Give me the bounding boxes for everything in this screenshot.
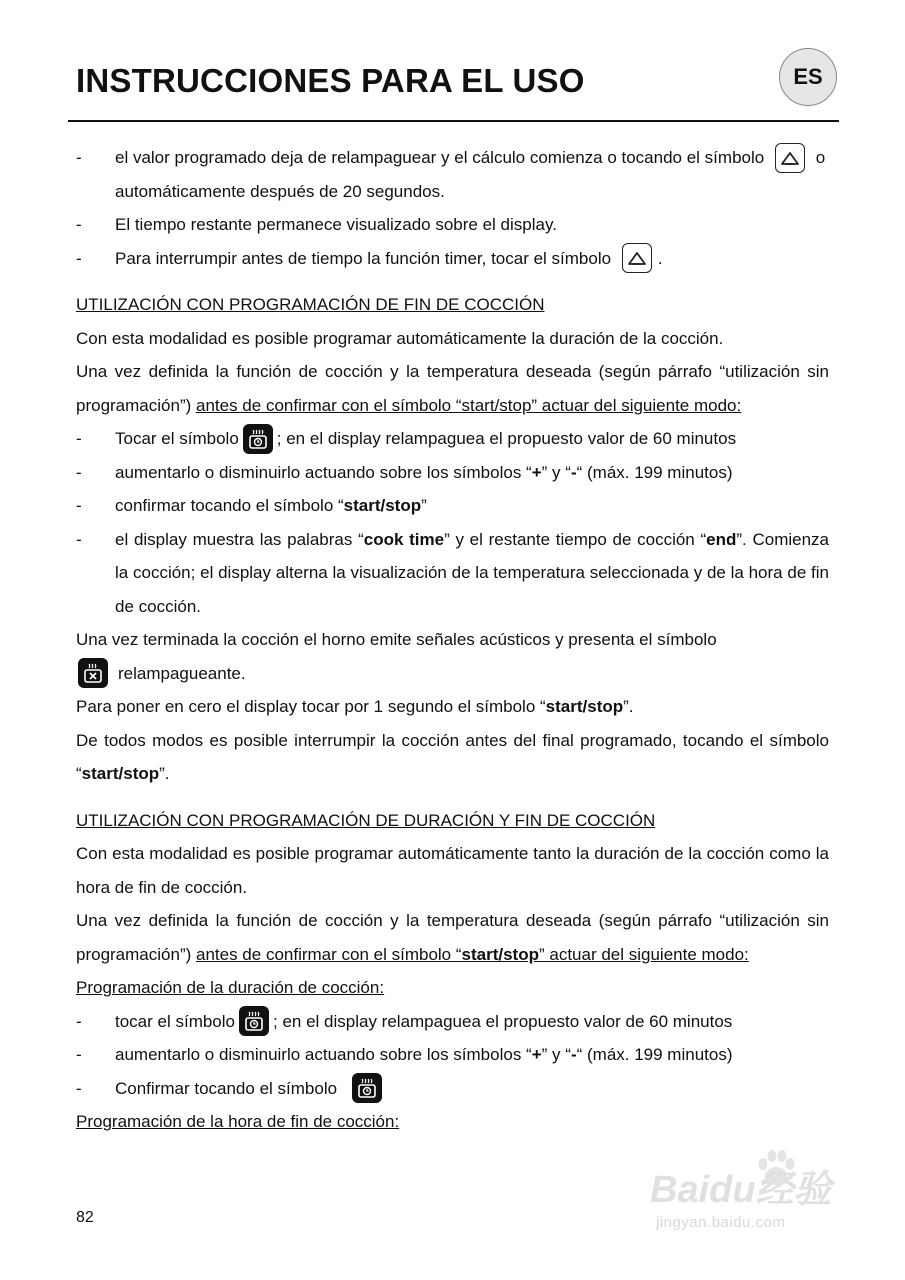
paragraph bbox=[76, 724, 829, 791]
list-item-text: “ (máx. 199 minutos) bbox=[576, 1045, 733, 1064]
list-item-text: ” y “ bbox=[541, 462, 571, 482]
list-item-text: el display muestra las palabras “ bbox=[115, 529, 364, 549]
bell-outline-icon bbox=[622, 243, 652, 273]
cooking-duration-icon bbox=[239, 1006, 269, 1036]
list-item-text: Confirmar tocando el símbolo bbox=[115, 1078, 338, 1098]
list-dash: - bbox=[76, 1045, 82, 1064]
watermark bbox=[640, 1150, 860, 1250]
section-heading: UTILIZACIÓN CON PROGRAMACIÓN DE DURACIÓN Y FIN DE COCCIÓN bbox=[76, 810, 656, 830]
list-dash: - bbox=[76, 429, 82, 448]
list-dash: - bbox=[76, 248, 82, 268]
list-item-text: ” y “ bbox=[541, 1045, 571, 1064]
paragraph-text: relampagueante. bbox=[118, 663, 246, 683]
list-item-text: aumentarlo o disminuirlo actuando sobre los símbolos “ bbox=[115, 462, 532, 482]
list-item-text: “ (máx. 199 minutos) bbox=[576, 462, 733, 482]
bold-term: cook time bbox=[363, 529, 445, 549]
paragraph: Con esta modalidad es posible programar automáticamente tanto la duración de la cocción como la hora de fin de cocción. bbox=[76, 844, 829, 897]
paragraph-text: ”. bbox=[159, 764, 170, 783]
minus-symbol: - bbox=[570, 462, 577, 482]
list-item bbox=[76, 1072, 829, 1106]
paragraph bbox=[76, 623, 829, 690]
subsection-heading: Programación de la hora de fin de cocción: bbox=[76, 1112, 400, 1131]
list-dash: - bbox=[76, 215, 82, 234]
list-item bbox=[76, 523, 829, 624]
paragraph bbox=[76, 904, 829, 971]
list-item-text: . bbox=[657, 248, 663, 268]
paragraph-text: Una vez terminada la cocción el horno emite señales acústicos y presenta el símbolo bbox=[76, 630, 717, 649]
list-item bbox=[76, 208, 829, 242]
list-item bbox=[76, 1005, 829, 1039]
list-item bbox=[76, 141, 829, 208]
list-item-text: ; en el display relampaguea el propuesto valor de 60 minutos bbox=[276, 429, 737, 448]
watermark-url: jingyan.baidu.com bbox=[656, 1214, 786, 1231]
list-item bbox=[76, 456, 829, 490]
list-dash: - bbox=[76, 148, 82, 167]
paragraph-text: Una vez definida la función de cocción y la temperatura deseada (según párrafo “utilización sin programación”) bbox=[76, 911, 829, 964]
list-item-text: ”. Comienza la cocción; el display alterna la visualización de la temperatura seleccionada y de la hora de fin de cocción. bbox=[115, 529, 830, 616]
paragraph bbox=[76, 690, 829, 724]
paragraph-underlined-text: antes de confirmar con el símbolo “start/stop” actuar del siguiente modo: bbox=[196, 395, 742, 415]
paragraph-text: Una vez definida la función de cocción y la temperatura deseada (según párrafo “utilización sin programación”) bbox=[76, 362, 829, 415]
list-item-text: ; en el display relampaguea el propuesto valor de 60 minutos bbox=[273, 1011, 733, 1031]
header-divider bbox=[68, 120, 839, 122]
watermark-logo: Baidu经验 bbox=[650, 1169, 832, 1211]
language-badge: ES bbox=[779, 48, 837, 106]
list-dash: - bbox=[76, 1011, 82, 1031]
document-body bbox=[76, 141, 829, 1139]
page-number: 82 bbox=[76, 1209, 94, 1226]
plus-symbol: + bbox=[531, 1045, 542, 1064]
bold-term: start/stop bbox=[81, 764, 160, 783]
list-item-text: tocar el símbolo bbox=[115, 1011, 235, 1031]
list-item-text: ” bbox=[421, 496, 427, 515]
paragraph-underlined-text: antes de confirmar con el símbolo “start/stop” actuar del siguiente modo: bbox=[196, 944, 749, 964]
list-item-text: aumentarlo o disminuirlo actuando sobre los símbolos “ bbox=[115, 1045, 532, 1064]
paragraph: Con esta modalidad es posible programar automáticamente la duración de la cocción. bbox=[76, 328, 724, 348]
list-item bbox=[76, 422, 829, 456]
list-dash: - bbox=[76, 496, 82, 515]
paragraph-text: Para poner en cero el display tocar por 1 segundo el símbolo “ bbox=[76, 697, 546, 716]
paragraph bbox=[76, 355, 829, 422]
cooking-end-icon bbox=[78, 658, 108, 688]
plus-symbol: + bbox=[531, 462, 542, 482]
paragraph-text: ”. bbox=[623, 697, 634, 716]
bold-term: end bbox=[706, 529, 737, 549]
list-item-text: o automáticamente después de 20 segundos. bbox=[115, 148, 826, 201]
list-item-text: Tocar el símbolo bbox=[115, 429, 239, 448]
list-item bbox=[76, 242, 829, 276]
list-dash: - bbox=[76, 529, 82, 549]
list-item bbox=[76, 1038, 829, 1072]
list-item-text: El tiempo restante permanece visualizado sobre el display. bbox=[115, 215, 557, 234]
list-item-text: ” y el restante tiempo de cocción “ bbox=[444, 529, 707, 549]
list-item-text: confirmar tocando el símbolo “ bbox=[115, 496, 344, 515]
list-item bbox=[76, 489, 829, 523]
cooking-duration-icon bbox=[352, 1073, 382, 1103]
bold-term: start/stop bbox=[343, 496, 422, 515]
bold-term: start/stop bbox=[545, 697, 624, 716]
paragraph-text: De todos modos es posible interrumpir la cocción antes del final programado, tocando el símbolo “ bbox=[76, 730, 829, 783]
cooking-duration-icon bbox=[243, 424, 273, 454]
bold-term: start/stop bbox=[461, 944, 539, 964]
page-title: INSTRUCCIONES PARA EL USO bbox=[76, 62, 585, 99]
minus-symbol: - bbox=[570, 1045, 577, 1064]
list-dash: - bbox=[76, 462, 82, 482]
list-dash: - bbox=[76, 1078, 82, 1098]
subsection-heading: Programación de la duración de cocción: bbox=[76, 978, 385, 997]
section-heading: UTILIZACIÓN CON PROGRAMACIÓN DE FIN DE COCCIÓN bbox=[76, 295, 545, 314]
list-item-text: el valor programado deja de relampaguear y el cálculo comienza o tocando el símbolo bbox=[115, 148, 765, 167]
bell-outline-icon bbox=[775, 143, 805, 173]
list-item-text: Para interrumpir antes de tiempo la función timer, tocar el símbolo bbox=[115, 248, 612, 268]
